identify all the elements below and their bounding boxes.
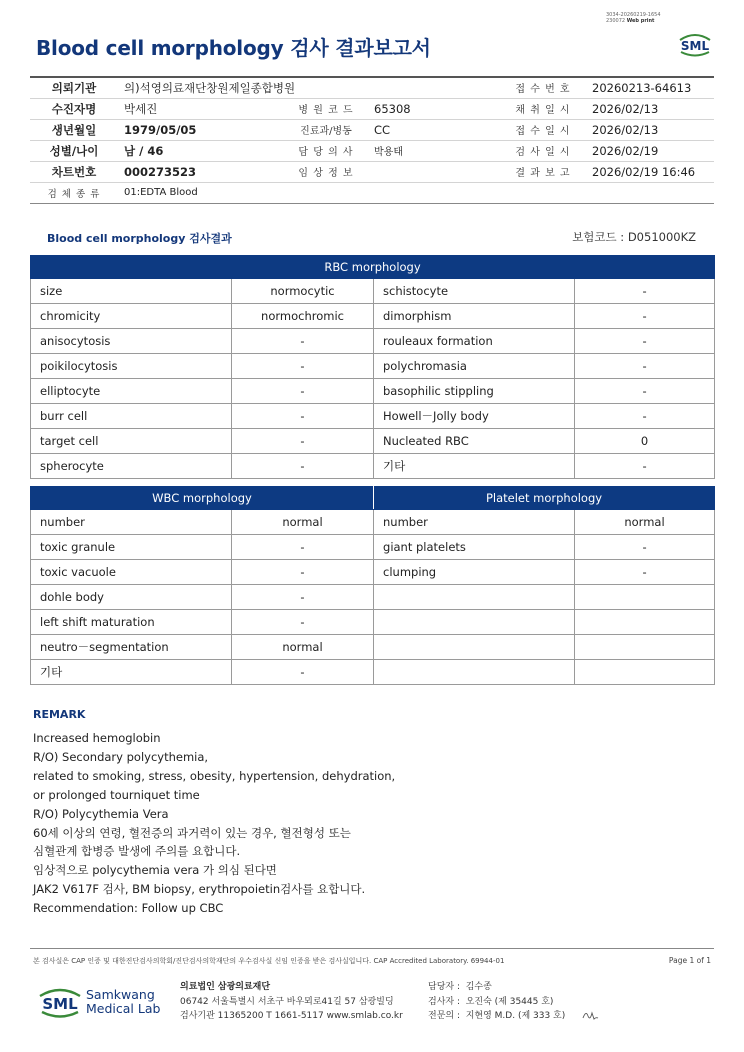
- item-result: -: [575, 304, 715, 329]
- info-value: 박용태: [368, 140, 500, 161]
- info-label: 검 체 종 류: [30, 182, 118, 203]
- sml-logo-icon: [36, 982, 84, 1020]
- info-row: [30, 161, 714, 182]
- item-name: [374, 610, 575, 635]
- item-name: basophilic stippling: [374, 379, 575, 404]
- item-result: 0: [575, 429, 715, 454]
- table-row: [31, 635, 715, 660]
- table-row: [31, 404, 715, 429]
- info-row: [30, 119, 714, 140]
- item-name: polychromasia: [374, 354, 575, 379]
- org-name: 의료법인 삼광의료재단: [180, 982, 271, 992]
- item-result: normal: [232, 635, 374, 660]
- remark-line: JAK2 V617F 검사, BM biopsy, erythropoietin검사를 요합니다.: [33, 882, 366, 897]
- info-label: 진료과/병동: [284, 119, 368, 140]
- info-value: CC: [368, 119, 500, 140]
- company-name: Samkwang Medical Lab: [86, 987, 161, 1016]
- table-header-row: [31, 256, 715, 279]
- item-result: -: [232, 404, 374, 429]
- remark-title: REMARK: [33, 708, 86, 721]
- item-result: -: [575, 279, 715, 304]
- info-value: 2026/02/19 16:46: [586, 161, 714, 182]
- table-row: [31, 329, 715, 354]
- table-row: [31, 354, 715, 379]
- table-row: [31, 454, 715, 479]
- results-title: Blood cell morphology 검사결과: [47, 232, 232, 245]
- info-label: 담 당 의 사: [284, 140, 368, 161]
- remark-text: [33, 729, 395, 918]
- item-name: chromicity: [31, 304, 232, 329]
- info-label: 채 취 일 시: [500, 98, 586, 119]
- info-value: 박세진: [118, 98, 284, 119]
- item-name: number: [374, 510, 575, 535]
- table-row: [31, 610, 715, 635]
- remark-line: 60세 이상의 연령, 혈전증의 과거력이 있는 경우, 혈전형성 또는: [33, 825, 351, 840]
- item-name: number: [31, 510, 232, 535]
- print-code: [606, 12, 661, 24]
- info-label: 접 수 번 호: [500, 77, 586, 98]
- info-value: 2026/02/13: [586, 98, 714, 119]
- item-result: -: [232, 535, 374, 560]
- sml-logo-text: SML: [42, 995, 78, 1013]
- item-name: schistocyte: [374, 279, 575, 304]
- info-label: 검 사 일 시: [500, 140, 586, 161]
- info-value: 000273523: [118, 161, 284, 182]
- item-result: [575, 610, 715, 635]
- item-result: normal: [232, 510, 374, 535]
- item-result: [575, 635, 715, 660]
- staff-list: [428, 980, 565, 1024]
- item-result: -: [232, 329, 374, 354]
- rbc-morphology-table: [30, 255, 715, 479]
- item-name: left shift maturation: [31, 610, 232, 635]
- print-code-line2: 230072 Web print: [606, 18, 655, 24]
- info-label: 임 상 정 보: [284, 161, 368, 182]
- item-name: elliptocyte: [31, 379, 232, 404]
- table-row: [31, 379, 715, 404]
- item-result: normocytic: [232, 279, 374, 304]
- table-row: [31, 585, 715, 610]
- item-result: -: [575, 379, 715, 404]
- item-result: [575, 585, 715, 610]
- info-value: [368, 161, 500, 182]
- company-address: [180, 980, 403, 1024]
- info-value: 2026/02/13: [586, 119, 714, 140]
- table-row: [31, 535, 715, 560]
- item-name: dimorphism: [374, 304, 575, 329]
- info-label: 병 원 코 드: [284, 98, 368, 119]
- item-result: normochromic: [232, 304, 374, 329]
- insurance-code: 보험코드 : D051000KZ: [572, 230, 696, 244]
- item-result: -: [232, 379, 374, 404]
- address-line: 06742 서울특별시 서초구 바우뫼로41길 57 삼광빌딩: [180, 996, 394, 1007]
- staff-row: 담당자 : 김수종: [428, 982, 492, 992]
- signature-icon: [581, 1008, 599, 1022]
- wbc-header: WBC morphology: [31, 487, 374, 510]
- patient-info-table: [30, 76, 714, 204]
- info-label: 수진자명: [30, 98, 118, 119]
- item-name: Nucleated RBC: [374, 429, 575, 454]
- info-row: [30, 182, 714, 203]
- info-label: 차트번호: [30, 161, 118, 182]
- item-result: -: [232, 429, 374, 454]
- wbc-body: [31, 510, 715, 685]
- item-name: Howell－Jolly body: [374, 404, 575, 429]
- accreditation-note: 본 검사실은 CAP 인증 및 대한진단검사의학회/진단검사의학재단의 우수검사실 신임 인증을 받은 검사실입니다. CAP Accredited Laboratory. 69944-01: [33, 957, 505, 965]
- info-label: 의뢰기관: [30, 77, 118, 98]
- page-number: Page 1 of 1: [668, 956, 711, 965]
- item-name: [374, 660, 575, 685]
- table-header-row: [31, 487, 715, 510]
- item-result: -: [575, 354, 715, 379]
- remark-line: R/O) Polycythemia Vera: [33, 806, 169, 821]
- table-row: [31, 304, 715, 329]
- item-result: -: [575, 329, 715, 354]
- platelet-header: Platelet morphology: [374, 487, 715, 510]
- item-result: -: [232, 610, 374, 635]
- print-code-line1: 3034-20260219-1654: [606, 12, 661, 18]
- item-name: neutro－segmentation: [31, 635, 232, 660]
- table-row: [31, 660, 715, 685]
- contact-line: 검사기관 11365200 T 1661-5117 www.smlab.co.kr: [180, 1011, 403, 1021]
- item-result: -: [232, 354, 374, 379]
- info-value: 65308: [368, 98, 500, 119]
- rbc-body: [31, 279, 715, 479]
- item-result: -: [575, 454, 715, 479]
- item-name: poikilocytosis: [31, 354, 232, 379]
- item-name: anisocytosis: [31, 329, 232, 354]
- info-value: 01:EDTA Blood: [118, 182, 714, 203]
- rbc-header: RBC morphology: [31, 256, 715, 279]
- item-name: target cell: [31, 429, 232, 454]
- footer-divider: [30, 948, 714, 949]
- info-label: 성별/나이: [30, 140, 118, 161]
- item-result: normal: [575, 510, 715, 535]
- wbc-platelet-table: [30, 486, 715, 685]
- table-row: [31, 510, 715, 535]
- page-title: Blood cell morphology 검사 결과보고서: [36, 36, 431, 60]
- staff-row: 검사자 : 오진숙 (제 35445 호): [428, 996, 554, 1007]
- item-name: spherocyte: [31, 454, 232, 479]
- item-result: -: [232, 660, 374, 685]
- item-name: clumping: [374, 560, 575, 585]
- remark-line: R/O) Secondary polycythemia,: [33, 749, 209, 764]
- item-name: size: [31, 279, 232, 304]
- remark-line: 심혈관계 합병증 발생에 주의를 요합니다.: [33, 844, 241, 859]
- item-name: giant platelets: [374, 535, 575, 560]
- remark-line: Recommendation: Follow up CBC: [33, 901, 224, 916]
- item-name: toxic vacuole: [31, 560, 232, 585]
- item-result: -: [575, 535, 715, 560]
- item-name: rouleaux formation: [374, 329, 575, 354]
- sml-logo-icon: [676, 28, 714, 58]
- item-name: burr cell: [31, 404, 232, 429]
- table-row: [31, 429, 715, 454]
- info-value: 남 / 46: [118, 140, 284, 161]
- item-result: -: [232, 560, 374, 585]
- table-row: [31, 560, 715, 585]
- item-result: -: [232, 454, 374, 479]
- item-result: -: [575, 404, 715, 429]
- info-value: 2026/02/19: [586, 140, 714, 161]
- item-name: 기타: [31, 660, 232, 685]
- info-label: 결 과 보 고: [500, 161, 586, 182]
- remark-line: 임상적으로 polycythemia vera 가 의심 된다면: [33, 863, 277, 878]
- staff-row: 전문의 : 지현영 M.D. (제 333 호): [428, 1011, 566, 1021]
- item-result: -: [575, 560, 715, 585]
- table-row: [31, 279, 715, 304]
- remark-line: related to smoking, stress, obesity, hypertension, dehydration,: [33, 768, 396, 783]
- info-row: [30, 77, 714, 98]
- item-name: toxic granule: [31, 535, 232, 560]
- remark-line: Increased hemoglobin: [33, 731, 161, 745]
- info-label: 접 수 일 시: [500, 119, 586, 140]
- info-row: [30, 140, 714, 161]
- sml-logo-text: SML: [680, 39, 710, 53]
- remark-line: or prolonged tourniquet time: [33, 787, 200, 802]
- info-value: 1979/05/05: [118, 119, 284, 140]
- item-name: dohle body: [31, 585, 232, 610]
- info-value: 20260213-64613: [586, 77, 714, 98]
- info-value: 의)석영의료재단창원제일종합병원: [118, 77, 500, 98]
- item-name: [374, 635, 575, 660]
- item-name: 기타: [374, 454, 575, 479]
- item-result: [575, 660, 715, 685]
- info-row: [30, 98, 714, 119]
- item-name: [374, 585, 575, 610]
- info-label: 생년월일: [30, 119, 118, 140]
- item-result: -: [232, 585, 374, 610]
